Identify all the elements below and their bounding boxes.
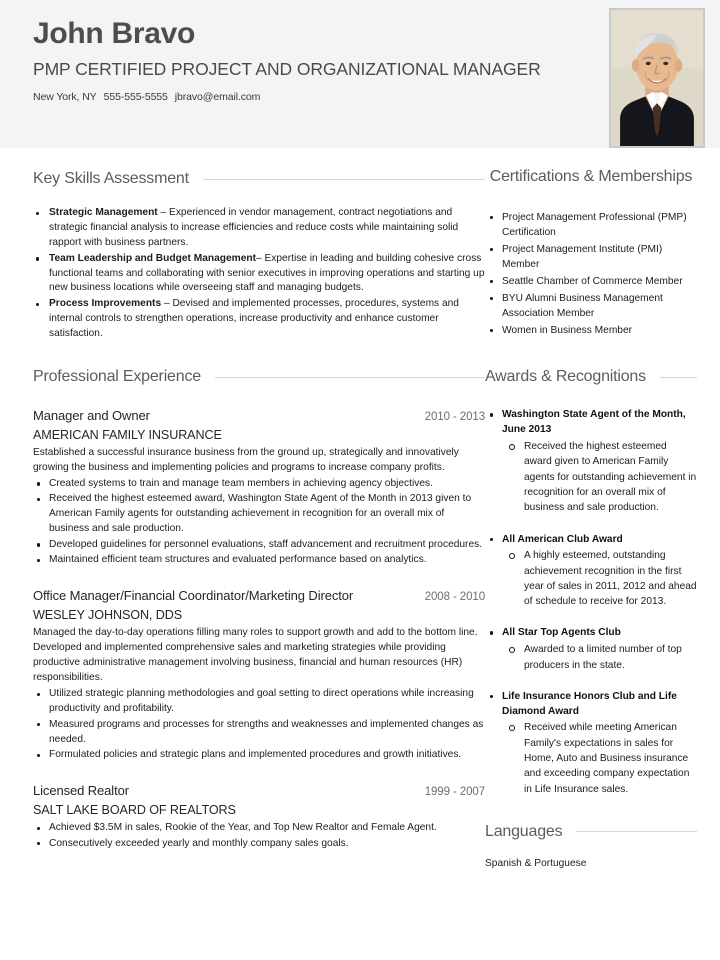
- section-title-text: Key Skills Assessment: [33, 170, 189, 187]
- experience-entry: [33, 783, 485, 851]
- award-description: Received while meeting American Family's expectations in sales for Home, Auto and Business insurance and exceeding company expectation in Life Insurance sales.: [509, 720, 697, 796]
- award-entry: [485, 408, 697, 515]
- section-title-text: Awards & Recognitions: [485, 368, 646, 386]
- contact-location: New York, NY: [33, 90, 97, 103]
- skill-text: – Expertise in leading and building cohesive cross functional teams and collaborating with senior executives in improving operations and starting up new business locations while overseeing staff and managing budgets.: [49, 252, 485, 294]
- list-item: Maintained efficient team structures and evaluated performance based on analytics.: [33, 553, 485, 568]
- skill-label: Team Leadership and Budget Management: [49, 252, 256, 264]
- page-title: John Bravo: [33, 17, 196, 50]
- job-bullets: [33, 687, 485, 763]
- job-dates: 1999 - 2007: [424, 786, 485, 799]
- section-certifications: [485, 166, 697, 338]
- award-description: Received the highest esteemed award given to American Family agents for outstanding achievement in recognition for an overall mix of business and sale production.: [509, 439, 697, 515]
- award-description: A highly esteemed, outstanding achievement recognition in the first year of sales in 2011, 2012 and ahead of schedule to receive for 2013.: [509, 548, 697, 609]
- profile-photo-icon: [611, 10, 703, 146]
- job-company: SALT LAKE BOARD OF REALTORS: [33, 803, 236, 818]
- list-item: Women in Business Member: [485, 323, 697, 338]
- job-bullets: [33, 821, 485, 851]
- skill-label: Process Improvements: [49, 298, 162, 310]
- list-item: Created systems to train and manage team members in achieving agency objectives.: [33, 477, 485, 492]
- list-item: Formulated policies and strategic plans and implemented procedures and growth initiatives.: [33, 748, 485, 763]
- list-item: Consecutively exceeded yearly and monthly company sales goals.: [33, 837, 485, 852]
- heading-rule: [203, 179, 485, 180]
- resume-body: [0, 148, 720, 960]
- list-item: Project Management Professional (PMP) Certification: [485, 210, 697, 241]
- contact-email[interactable]: jbravo@email.com: [174, 90, 261, 103]
- experience-title-row: [33, 783, 485, 798]
- award-description: Awarded to a limited number of top producers in the state.: [509, 642, 697, 673]
- list-item: Achieved $3.5M in sales, Rookie of the Year, and Top New Realtor and Female Agent.: [33, 821, 485, 836]
- section-heading-languages: [485, 823, 697, 841]
- section-key-skills: [33, 170, 485, 342]
- award-title: All Star Top Agents Club: [485, 626, 697, 641]
- list-item: Utilized strategic planning methodologies and goal setting to direct operations while increasing productivity and profitability.: [33, 687, 485, 717]
- heading-rule: [576, 831, 697, 832]
- section-heading-key-skills: [33, 170, 485, 188]
- job-summary: Managed the day-to-day operations filling many roles to support growth and add to the bottom line. Developed and implemented comprehensive sales and marketing strategies while providing productive administrative management involving business, financial and human resources (HR) responsibilities.: [33, 627, 478, 684]
- award-title: Washington State Agent of the Month, June 2013: [485, 408, 697, 438]
- section-heading-awards: [485, 368, 697, 386]
- sidebar-column: [485, 148, 697, 869]
- experience-entry: [33, 588, 485, 763]
- award-entry: [485, 690, 697, 797]
- skill-text: – Experienced in vendor management, contract negotiations and strategic financial analysis to increase efficiencies and reduce costs while maintaining solid rapport with business partners.: [49, 207, 459, 248]
- section-professional-experience: [33, 368, 485, 852]
- award-entry: [485, 626, 697, 672]
- list-item: Developed guidelines for personnel evaluations, staff advancement and recruitment procedures.: [33, 538, 485, 553]
- skill-label: Strategic Management: [49, 207, 158, 218]
- certifications-list: [485, 210, 697, 338]
- heading-rule: [660, 377, 697, 378]
- job-dates: 2008 - 2010: [424, 591, 485, 604]
- job-company: WESLEY JOHNSON, DDS: [33, 608, 183, 623]
- list-item: Measured programs and processes for strengths and weaknesses and implemented changes as needed.: [33, 718, 485, 748]
- section-title-text: Languages: [485, 822, 563, 840]
- experience-title-row: [33, 588, 485, 603]
- section-title-text: Professional Experience: [33, 368, 201, 386]
- job-summary: Established a successful insurance business from the ground up, strategically and innovatively growing the business and implementing policies and programs to increase company profits.: [33, 447, 459, 473]
- languages-text: Spanish & Portuguese: [485, 857, 587, 869]
- list-item: Seattle Chamber of Commerce Member: [485, 274, 697, 289]
- award-entry: [485, 533, 697, 610]
- avatar: [609, 8, 705, 148]
- list-item: Project Management Institute (PMI) Member: [485, 242, 697, 273]
- heading-rule: [215, 377, 485, 378]
- award-title: Life Insurance Honors Club and Life Diamond Award: [485, 690, 697, 720]
- job-title: Licensed Realtor: [33, 783, 129, 799]
- job-title: Office Manager/Financial Coordinator/Marketing Director: [33, 588, 354, 604]
- professional-headline: PMP CERTIFIED PROJECT AND ORGANIZATIONAL MANAGER: [33, 58, 541, 79]
- job-title: Manager and Owner: [33, 408, 150, 424]
- list-item: Received the highest esteemed award, Washington State Agent of the Month in 2013 given to American Family agents for outstanding achievement in recognition for an overall mix of business and sale production.: [33, 492, 485, 537]
- list-item: [33, 252, 485, 297]
- section-heading-experience: [33, 368, 485, 386]
- resume-header: [0, 0, 720, 148]
- list-item: BYU Alumni Business Management Association Member: [485, 291, 697, 322]
- section-heading-certifications: [485, 166, 697, 188]
- contact-phone[interactable]: 555-555-5555: [103, 90, 168, 103]
- award-title: All American Club Award: [485, 533, 697, 548]
- experience-title-row: [33, 408, 485, 423]
- main-column: [33, 148, 485, 852]
- job-dates: 2010 - 2013: [424, 411, 485, 424]
- key-skills-list: [33, 206, 485, 342]
- experience-entry: [33, 408, 485, 568]
- section-awards: [485, 368, 697, 796]
- job-company: AMERICAN FAMILY INSURANCE: [33, 428, 222, 443]
- section-languages: [485, 823, 697, 869]
- job-bullets: [33, 477, 485, 568]
- list-item: [33, 206, 485, 251]
- skill-text: – Devised and implemented processes, procedures, systems and internal controls to strengthen operations, increase productivity and enhance customer satisfaction.: [49, 298, 459, 340]
- section-title-text: Certifications & Memberships: [489, 168, 693, 185]
- list-item: [33, 297, 485, 342]
